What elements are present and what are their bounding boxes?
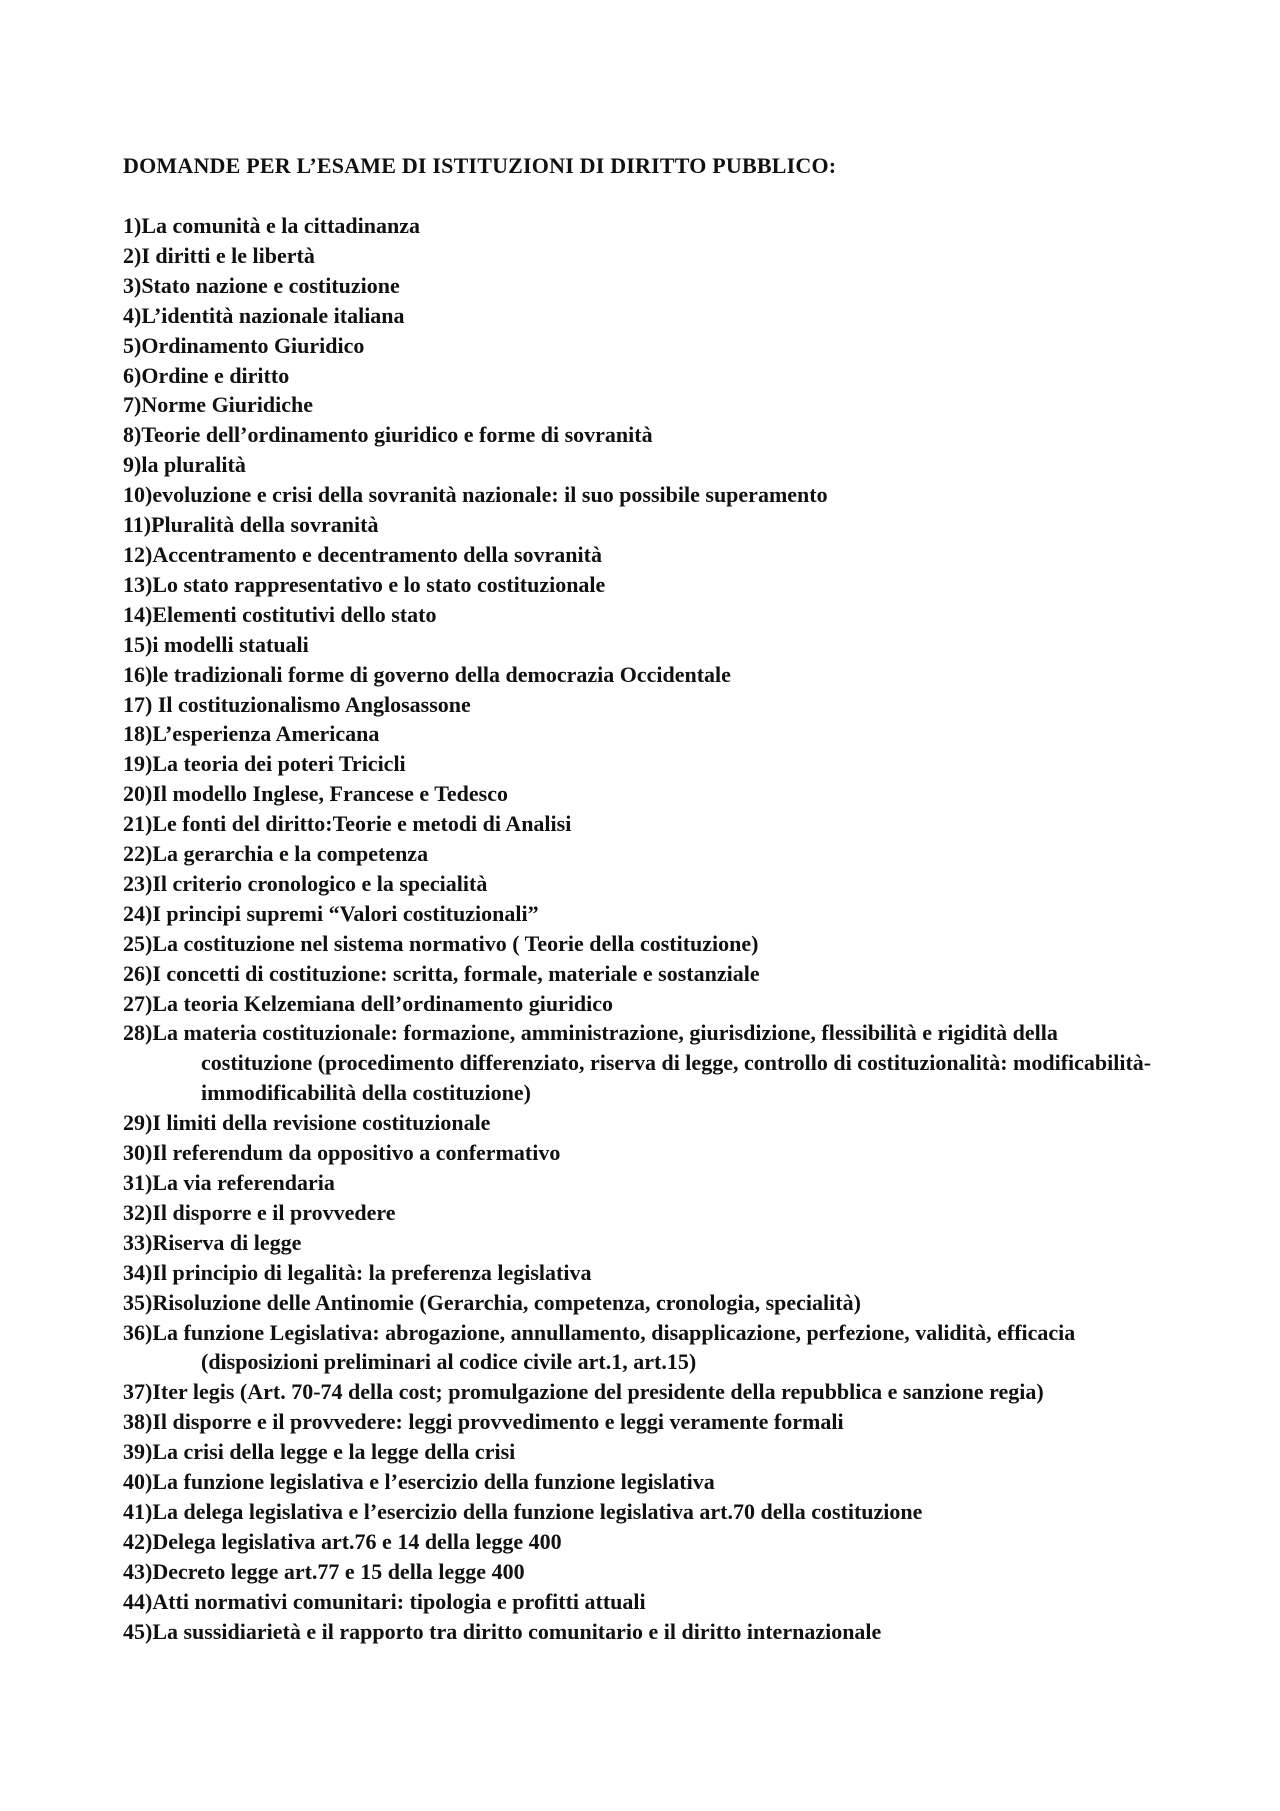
question-item: 1)La comunità e la cittadinanza bbox=[123, 213, 420, 238]
question-item: 27)La teoria Kelzemiana dell’ordinamento giuridico bbox=[123, 990, 614, 1016]
question-item: 16)le tradizionali forme di governo della democrazia Occidentale bbox=[123, 661, 731, 687]
question-item: 21)Le fonti del diritto:Teorie e metodi di Analisi bbox=[123, 811, 572, 837]
title-spacer bbox=[123, 181, 1163, 211]
question-item: 17) Il costituzionalismo Anglosassone bbox=[123, 691, 471, 717]
question-item: 23)Il criterio cronologico e la specialità bbox=[123, 870, 488, 896]
question-item: 33)Riserva di legge bbox=[123, 1229, 302, 1255]
question-item: 18)L’esperienza Americana bbox=[123, 721, 380, 747]
question-item: 11)Pluralità della sovranità bbox=[123, 512, 379, 538]
question-item: 24)I principi supremi “Valori costituzionali” bbox=[123, 900, 539, 926]
question-item: 28)La materia costituzionale: formazione, amministrazione, giurisdizione, flessibilità e rigidità della costituzione (procedimento differenziato, riserva di legge, controllo di costituzionalità: modificabilità-immodificabilità della costituzione) bbox=[123, 1020, 1152, 1106]
question-item: 44)Atti normativi comunitari: tipologia e profitti attuali bbox=[123, 1588, 646, 1614]
question-item: 25)La costituzione nel sistema normativo ( Teorie della costituzione) bbox=[123, 930, 759, 956]
question-item: 31)La via referendaria bbox=[123, 1170, 335, 1195]
document-content bbox=[123, 151, 1163, 1647]
question-item: 34)Il principio di legalità: la preferenza legislativa bbox=[123, 1259, 592, 1285]
question-item: 39)La crisi della legge e la legge della crisi bbox=[123, 1439, 516, 1465]
question-item: 38)Il disporre e il provvedere: leggi provvedimento e leggi veramente formali bbox=[123, 1409, 844, 1435]
question-item: 8)Teorie dell’ordinamento giuridico e forme di sovranità bbox=[123, 422, 653, 448]
question-item: 14)Elementi costitutivi dello stato bbox=[123, 601, 437, 627]
question-item: 2)I diritti e le libertà bbox=[123, 242, 315, 268]
question-item: 35)Risoluzione delle Antinomie (Gerarchia, competenza, cronologia, specialità) bbox=[123, 1289, 861, 1315]
question-item: 36)La funzione Legislativa: abrogazione, annullamento, disapplicazione, perfezione, validità, efficacia (disposizioni preliminari al codice civile art.1, art.15) bbox=[123, 1319, 1076, 1375]
question-item: 45)La sussidiarietà e il rapporto tra diritto comunitario e il diritto internazionale bbox=[123, 1618, 882, 1644]
question-item: 22)La gerarchia e la competenza bbox=[123, 841, 429, 867]
question-item: 32)Il disporre e il provvedere bbox=[123, 1199, 396, 1225]
question-item: 9)la pluralità bbox=[123, 452, 246, 478]
question-item: 29)I limiti della revisione costituzionale bbox=[123, 1110, 491, 1136]
question-item: 26)I concetti di costituzione: scritta, formale, materiale e sostanziale bbox=[123, 960, 760, 986]
question-item: 3)Stato nazione e costituzione bbox=[123, 272, 400, 298]
question-item: 37)Iter legis (Art. 70-74 della cost; promulgazione del presidente della repubblica e sanzione regia) bbox=[123, 1379, 1044, 1405]
question-item: 6)Ordine e diritto bbox=[123, 362, 290, 388]
question-item: 40)La funzione legislativa e l’esercizio della funzione legislativa bbox=[123, 1469, 715, 1495]
question-item: 4)L’identità nazionale italiana bbox=[123, 302, 405, 328]
question-item: 5)Ordinamento Giuridico bbox=[123, 332, 365, 358]
question-item: 13)Lo stato rappresentativo e lo stato costituzionale bbox=[123, 571, 606, 597]
question-item: 10)evoluzione e crisi della sovranità nazionale: il suo possibile superamento bbox=[123, 482, 828, 508]
question-item: 19)La teoria dei poteri Tricicli bbox=[123, 751, 406, 777]
question-item: 12)Accentramento e decentramento della sovranità bbox=[123, 541, 602, 567]
question-item: 43)Decreto legge art.77 e 15 della legge 400 bbox=[123, 1558, 525, 1584]
question-item: 7)Norme Giuridiche bbox=[123, 392, 314, 418]
question-item: 15)i modelli statuali bbox=[123, 631, 309, 657]
document-title: DOMANDE PER L’ESAME DI ISTITUZIONI DI DIRITTO PUBBLICO: bbox=[123, 153, 837, 178]
question-item: 41)La delega legislativa e l’esercizio della funzione legislativa art.70 della costituzione bbox=[123, 1498, 923, 1524]
question-item: 20)Il modello Inglese, Francese e Tedesco bbox=[123, 781, 508, 807]
question-item: 42)Delega legislativa art.76 e 14 della legge 400 bbox=[123, 1528, 562, 1554]
question-list bbox=[123, 211, 1163, 1647]
question-item: 30)Il referendum da oppositivo a confermativo bbox=[123, 1140, 561, 1166]
